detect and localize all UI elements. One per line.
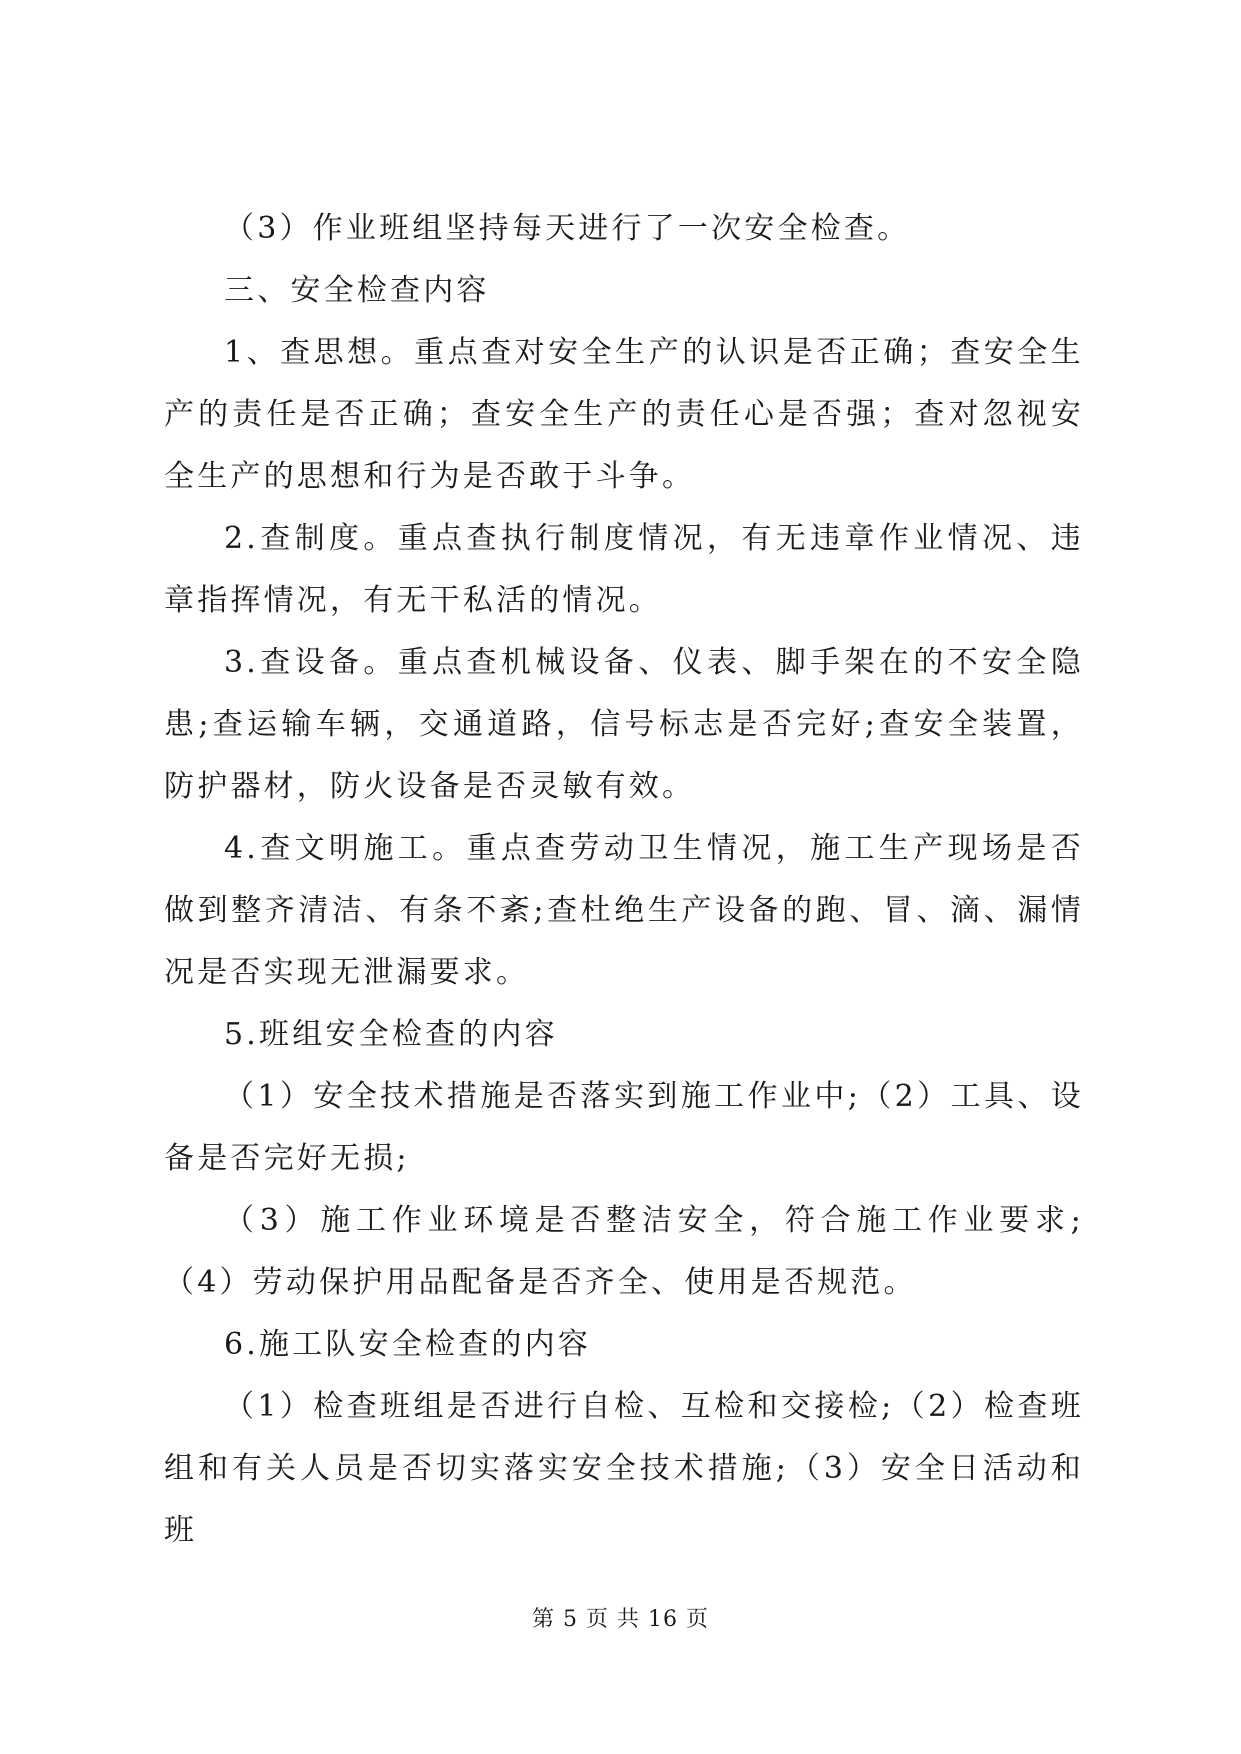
subsection-heading: 6.施工队安全检查的内容: [224, 1327, 592, 1362]
paragraph: 3.查设备。重点查机械设备、仪表、脚手架在的不安全隐患;查运输车辆，交通道路，信号标志是否完好;查安全装置，防护器材，防火设备是否灵敏有效。: [164, 645, 1084, 804]
document-body: [164, 198, 1084, 1562]
paragraph: （3）作业班组坚持每天进行了一次安全检查。: [224, 211, 911, 246]
page-number-footer: 第 5 页 共 16 页: [532, 1607, 709, 1632]
subsection-heading: 5.班组安全检查的内容: [224, 1017, 558, 1052]
paragraph: （1）检查班组是否进行自检、互检和交接检;（2）检查班组和有关人员是否切实落实安全技术措施;（3）安全日活动和班: [164, 1389, 1084, 1548]
section-heading: 三、安全检查内容: [224, 273, 490, 308]
paragraph: （1）安全技术措施是否落实到施工作业中;（2）工具、设备是否完好无损;: [164, 1079, 1084, 1176]
paragraph: 1、查思想。重点查对安全生产的认识是否正确；查安全生产的责任是否正确；查安全生产的责任心是否强；查对忽视安全生产的思想和行为是否敢于斗争。: [164, 335, 1084, 494]
paragraph: 4.查文明施工。重点查劳动卫生情况，施工生产现场是否做到整齐清洁、有条不紊;查杜绝生产设备的跑、冒、滴、漏情况是否实现无泄漏要求。: [164, 831, 1084, 990]
paragraph: 2.查制度。重点查执行制度情况，有无违章作业情况、违章指挥情况，有无干私活的情况。: [164, 521, 1084, 618]
paragraph: （3）施工作业环境是否整洁安全，符合施工作业要求;（4）劳动保护用品配备是否齐全、使用是否规范。: [164, 1203, 1084, 1300]
